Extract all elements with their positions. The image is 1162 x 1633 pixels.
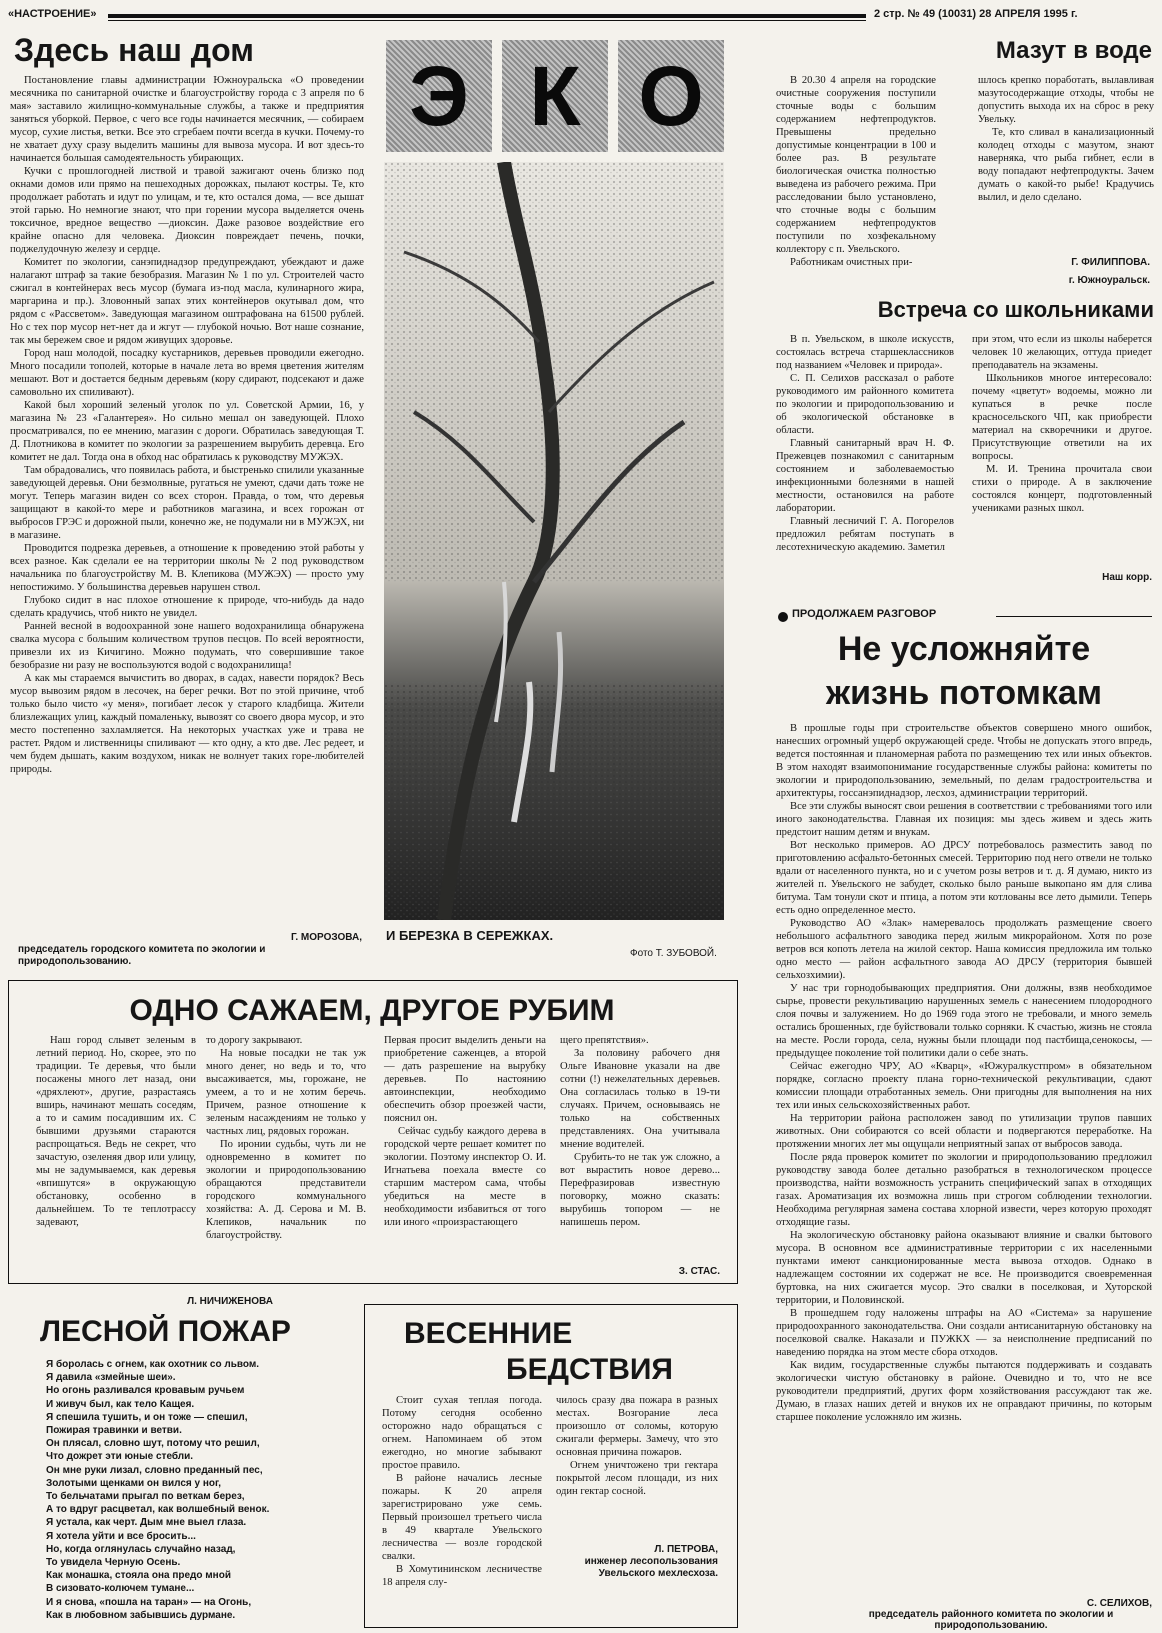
- eko-letter-box: [386, 40, 492, 152]
- poem-line: То увидела Черную Осень.: [46, 1557, 181, 1569]
- article-paragraph: Ранней весной в водоохранной зоне нашего водохранилища обнаружена свалка мусора с большим количеством трупов песцов. По всей вероятности, привезли их из Кичигино. Можно подумать, что совершившие такое безобразие ни разу не воспользуются водой с водохранилища!: [10, 621, 364, 671]
- article-odno-col4: [560, 1034, 720, 1229]
- poem-line: Я давила «змейные шеи».: [46, 1372, 176, 1384]
- article-paragraph: Какой был хороший зеленый уголок по ул. Советской Армии, 16, у магазина № 23 «Галантерея». Но сильно мешал он заведующей. Плохо просматривался, по ее мнению, магазин с дороги. Обратилась заведующая Т. Д. Плотникова в комитет по экологии за разрешением вырубить деревца. Его комитет не дал. Тогда она в обход нас обратилась к руководству МУЖЭХ.: [10, 400, 364, 463]
- article-paragraph: Стоит сухая теплая погода. Потому сегодня особенно осторожно надо обращаться с огнем. Напоминаем об этом ежегодно, но многие забывают простое правило.: [382, 1395, 542, 1471]
- article-pozhar-title: ЛЕСНОЙ ПОЖАР: [40, 1315, 291, 1348]
- article-potomki-body: [776, 722, 1152, 1424]
- birch-photo: [384, 162, 724, 920]
- poem-line: Золотыми щенками он вился у ног,: [46, 1477, 222, 1489]
- article-paragraph: Огнем уничтожено три гектара покрытой лесом площади, из них один гектар сосной.: [556, 1460, 718, 1497]
- article-paragraph: Все эти службы выносят свои решения в соответствии с требованиями того или иного законодательства. Главная их позиция: мы здесь живем и здесь жить предстоит нашим детям и внукам.: [776, 801, 1152, 838]
- photo-caption: И БЕРЕЗКА В СЕРЕЖКАХ.: [386, 928, 554, 943]
- issue-info: 2 стр. № 49 (10031) 28 АПРЕЛЯ 1995 г.: [874, 8, 1078, 20]
- poem-line: Я хотела уйти и все бросить...: [46, 1530, 196, 1542]
- article-paragraph: Срубить-то не так уж сложно, а вот вырастить новое дерево... Перефразировав известную поговорку, можно сказать: вырубишь топором — не напишешь пером.: [560, 1152, 720, 1228]
- article-paragraph: шлось крепко поработать, вылавливая мазутосодержащие отходы, чтобы не допустить выхода их на сброс в реку Увельку.: [978, 75, 1154, 125]
- article-paragraph: М. И. Тренина прочитала свои стихи о природе. А в заключение состоялся концерт, подготовленный учениками разных школ.: [972, 464, 1152, 514]
- article-bedstviya-title-1: ВЕСЕННИЕ: [404, 1317, 573, 1350]
- poem-line: А то вдруг расцветал, как волшебный венок.: [46, 1504, 270, 1516]
- article-vstrecha-col2: [972, 333, 1152, 515]
- article-bedstviya-col2: [556, 1394, 718, 1498]
- article-paragraph: Глубоко сидит в нас плохое отношение к природе, что-нибудь да надо сделать крадучись, чтоб никто не увидел.: [10, 595, 364, 619]
- article-paragraph: А как мы стараемся вычистить во дворах, в садах, навести порядок? Весь мусор вывозим рядом в лесочек, на берег речки. Вот по этой причине, чтоб только было чисто «у меня», погибает лесок у старого кладбища. Жители близлежащих улиц, каждый помаленьку, вывозят со своего двора мусор, и это место постепенно захламляется. На некоторых участках уже и трава не растет. Рядом и лиственницы спиливают — кто одну, а кто две. Лес редеет, и чем будем дышать, каким воздухом, никак не волнует таких горе-любителей природы.: [10, 673, 364, 775]
- article-paragraph: Город наш молодой, посадку кустарников, деревьев проводили ежегодно. Много посадили тополей, которые в начале лета во время цветения жителям мешают. Вот и достается бедным деревьям (кору сдирают, подсекают и даже самовольно их спиливают).: [10, 348, 364, 398]
- masthead-rule-thin: [108, 20, 866, 21]
- article-vstrecha-signature: Наш корр.: [1102, 572, 1152, 583]
- article-mazut-col2: [978, 74, 1154, 204]
- article-mazut-place: г. Южноуральск.: [1068, 275, 1150, 286]
- article-paragraph: чилось сразу два пожара в разных местах. Возгорание леса произошло от соломы, которую сжигали фермеры. Замечу, что это основная причина пожаров.: [556, 1395, 718, 1458]
- article-mazut-signature: Г. ФИЛИППОВА.: [1071, 257, 1150, 268]
- article-paragraph: Комитет по экологии, санэпиднадзор предупреждают, убеждают и даже налагают штраф за такие безобразия. Магазин № 1 по ул. Строителей часто сжигал в контейнерах весь мусор (бумага из-под масла, кулинарного жира, маргарина и пр.). Зловонный запах этих контейнеров окутывал дом, что рядом с «Рассветом». Заведующая магазином оштрафована на 61500 рублей. Но с тех пор мусор нет-нет да и жгут — глубокой ночью. Вот наше сознание, так мы бережем свое и рядом живущих здоровье.: [10, 257, 364, 346]
- article-paragraph: Сейчас ежегодно ЧРУ, АО «Кварц», «Южуралкустпром» в обязательном порядке, согласно проекту плана горно-технической рекультивации, сдают комиссии площади отработанных земель. Они пригодны для выполнения на них тех или иных сельскохозяйственных работ.: [776, 1061, 1152, 1111]
- birch-photo-image: [384, 162, 724, 920]
- article-paragraph: Проводится подрезка деревьев, а отношение к проведению этой работы у всех разное. Как сделали ее на территории школы № 2 под руководством начальника по благоустройству М. В. Клепикова (МУЖЭХ) — просто уму непостижимо. У большинства деревьев нарушен ствол.: [10, 543, 364, 593]
- article-odno-col1: [36, 1034, 196, 1229]
- article-dom-signature: Г. МОРОЗОВА,: [290, 932, 362, 943]
- article-bedstviya-signature: Л. ПЕТРОВА,: [654, 1544, 718, 1555]
- article-dom-body: [10, 74, 364, 776]
- article-paragraph: Работникам очистных при-: [790, 257, 913, 268]
- article-paragraph: Главный лесничий Г. А. Погорелов предложил ребятам поступать в лесотехническую академию. Заметил: [776, 516, 954, 553]
- article-paragraph: Сейчас судьбу каждого дерева в городской черте решает комитет по экологии. Поэтому инспектор О. И. Игнатьева поехала вместе со старшим мастером сама, чтобы убедиться на месте в необходимости избавиться от того или иного «произрастающего: [384, 1126, 546, 1228]
- article-paragraph: В прошлые годы при строительстве объектов совершено много ошибок, нанесших огромный ущерб окружающей среде. Чтобы не допускать этого впредь, ведется постоянная и планомерная работа по размещению тех или иных объектов. В этом находят взаимопонимание государственные службы района: комитеты по экологии и природопользованию, земельный, по делам градостроительства и архитектуры, госсанэпиднадзор, лесхоз, администрации территорий.: [776, 723, 1152, 799]
- article-paragraph: Постановление главы администрации Южноуральска «О проведении месячника по санитарной очистке и благоустройству города с 3 апреля по 6 мая» заставило жилищно-коммунальные службы, а также и предприятия заняться уборкой. Первое, с чего все годы начинается месячник, — собираем мусор, сухие листья, ветки. Все это сгребаем почти всегда в кучки. Почему-то не хватает духу сразу выделить машины для вывоза мусора. И вот здесь-то начинается большая самодеятельность убирающих.: [10, 75, 364, 164]
- article-mazut-title: Мазут в воде: [995, 37, 1152, 64]
- article-bedstviya-signature-role: инженер лесопользования Увельского мехлесхоза.: [584, 1556, 718, 1579]
- poem-line: В сизовато-колючем тумане...: [46, 1583, 195, 1595]
- article-paragraph: Кучки с прошлогодней листвой и травой зажигают очень близко под окнами домов или прямо на пешеходных дорожках, пылают костры. Те, кто продолжает работать и идут по улицам, и те, кто остался дома, — все дышат этой гарью. Но немногие знают, что при горении мусора выделяется очень токсичное, вредное вещество —диоксин. Даже разовое воздействие его крайне опасно для человека. Диоксин повреждает печень, почки, поджелудочную железу и сердце.: [10, 166, 364, 255]
- article-dom-signature-role: председатель городского комитета по экологии и природопользованию.: [18, 944, 266, 967]
- poem-line: Он плясал, словно шут, потому что решил,: [46, 1438, 260, 1450]
- poem-line: Как монашка, стояла она предо мной: [46, 1570, 231, 1582]
- article-paragraph: щего препятствия».: [560, 1035, 649, 1046]
- article-odno-col3: [384, 1034, 546, 1229]
- poem-line: Я боролась с огнем, как охотник со львом.: [46, 1359, 260, 1370]
- article-pozhar-author: Л. НИЧИЖЕНОВА: [187, 1296, 273, 1307]
- article-paragraph: Главный санитарный врач Н. Ф. Прежевцев познакомил с санитарным состоянием и заболеваемостью инфекционными болезнями в нашей местности, остановился на работе лаборатории.: [776, 438, 954, 514]
- poem-line: То бельчатами прыгал по веткам берез,: [46, 1491, 245, 1503]
- article-paragraph: Те, кто сливал в канализационный колодец отходы с мазутом, знают наверняка, что рыба гибнет, если в воду попадают нефтепродукты. Зачем думать о какой-то рыбе! Крадучись вылил, и дело сделано.: [978, 127, 1154, 203]
- article-paragraph: при этом, что если из школы наберется человек 10 желающих, оттуда приедет преподаватель на экзамены.: [972, 334, 1152, 371]
- rubric-bullet: [778, 612, 788, 622]
- article-odno-col2: [206, 1034, 366, 1242]
- eko-letter: О: [638, 49, 704, 143]
- article-vstrecha-col1: [776, 333, 954, 554]
- article-potomki-title-1: Не усложняйте: [837, 630, 1091, 668]
- article-paragraph: У нас три горнодобывающих предприятия. Они должны, взяв необходимое сырье, провести рекультивацию нарушенных земель с нанесением плодородного слоя почвы и залужением. Но до 1969 года этого не требовали, и много земель остались брошенных, где буйствовали только сорняки. К счастью, жизнь не стояла на месте. Росли города, села, нужны были площади под пастбища,сенокосы, — предыдущее поколение той политики дали о себе знать.: [776, 983, 1152, 1059]
- article-paragraph: Школьников многое интересовало: почему «цветут» водоемы, можно ли купаться в речке после красносельского ЧП, как приобрести материал на скворечники и другое. Присутствующие ответили на их вопросы.: [972, 373, 1152, 462]
- rubric-rule: [996, 616, 1152, 617]
- article-bedstviya-col1: [382, 1394, 542, 1589]
- masthead-rule: [108, 14, 866, 18]
- article-paragraph: Первая просит выделить деньги на приобретение саженцев, а второй — дать разрешение на вырубку деревьев. По настоянию автоинспекции, необходимо обеспечить обзор проезжей части, пояснил он.: [384, 1035, 546, 1124]
- poem-line: И живуч был, как тело Кащея.: [46, 1398, 195, 1410]
- article-potomki-rubric: ПРОДОЛЖАЕМ РАЗГОВОР: [792, 608, 937, 620]
- article-paragraph: Наш город слывет зеленым в летний период. Но, скорее, это по традиции. Те деревья, что были посажены много лет назад, они «дряхлеют», другие, разрастаясь вширь, начинают мешать соседям, а то и самим посадившим их. С бывшими друзьями стараются распрощаться. Ведь не секрет, что зачастую, озеленяя двор или улицу, мы не задумываемся, как деревья «впишутся» в окружающую обстановку, особенно в дальнейшем. То те теплотрассу задевают,: [36, 1035, 196, 1228]
- article-paragraph: Вот несколько примеров. АО ДРСУ потребовалось разместить завод по приготовлению асфальто-бетонных смесей. Территорию под него отвели не только вдали от населенного пункта, но и с учетом розы ветров и т. д. Я думаю, никто из жителей п. Увельского не забудет, сколько было раньше выкопано ям для слива битума. Там тонули скот и птица, а потом эти котлованы все лето дымили. Теперь есть одно определенное место.: [776, 840, 1152, 916]
- article-vstrecha-title: Встреча со школьниками: [877, 297, 1154, 322]
- poem-line: Пожирая травинки и ветви.: [46, 1425, 182, 1437]
- article-dom-title: Здесь наш дом: [14, 32, 254, 68]
- poem-line: Но огонь разливался кровавым ручьем: [46, 1385, 245, 1397]
- article-paragraph: После ряда проверок комитет по экологии и природопользованию предложил руководству завода более детально разобраться в технологическом процессе производства, найти возможность устранить специфический запах в отходящих газах. Ароматизация их возможна лишь при строгом соблюдении технологии. Необходима регулярная замена состава хлорной извести, через которую проходят отходящие газы.: [776, 1152, 1152, 1228]
- poem-line: Я устала, как черт. Дым мне выел глаза.: [46, 1517, 247, 1529]
- article-paragraph: Как видим, государственные службы пытаются поддерживать и создавать экологически чистую обстановку в районе. Очевидно и то, что не все руководители предприятий, других форм хозяйствования рассуждают так же. Думаю, в глазах наших детей и внуков их не оправдают причины, по которым старшее поколение усложняло им жизнь.: [776, 1360, 1152, 1423]
- eko-letter-box: [618, 40, 724, 152]
- article-potomki-signature-role: председатель районного комитета по экологии и природопользованию.: [868, 1609, 1114, 1631]
- photo-credit: Фото Т. ЗУБОВОЙ.: [630, 948, 717, 959]
- article-potomki-signature: С. СЕЛИХОВ,: [1086, 1598, 1152, 1609]
- poem-line: И я снова, «пошла на таран» — на Огонь,: [46, 1596, 252, 1608]
- eko-letter-box: [502, 40, 608, 152]
- paper-name: «НАСТРОЕНИЕ»: [8, 8, 97, 20]
- article-paragraph: В Хомутининском лесничестве 18 апреля слу-: [382, 1564, 542, 1588]
- article-paragraph: По иронии судьбы, чуть ли не одновременно в комитет по экологии и природопользованию обращаются представители городского коммунального хозяйства: А. Д. Серова и М. В. Клепиков, начальник по благоустройству.: [206, 1139, 366, 1241]
- article-paragraph: На территории района расположен завод по утилизации трупов павших животных. Они собираются со всей области и подвергаются переработке. На протяжении многих лет мы ощущали неприятный запах от выбросов завода.: [776, 1113, 1152, 1150]
- article-paragraph: На экологическую обстановку района оказывают влияние и свалки бытового мусора. В основном все административные территории с их населенными пунктами имеют санкционированные места вывоза отходов. Однако в надлежащем состоянии их содержат не все. Не производится своевременная буртовка, на них сжигается мусор. Это свалки в поселковая, и Хуторской территории, и Половинской.: [776, 1230, 1152, 1306]
- article-paragraph: В прошедшем году наложены штрафы на АО «Система» за нарушение природоохранного законодательства. Они создали антисанитарную обстановку на поселковой свалке. Наказали и ПУЖКХ — за неисполнение предписаний по наведению порядка на этом месте сбора отходов.: [776, 1308, 1152, 1358]
- article-paragraph: Там обрадовались, что появилась работа, и быстренько спилили указанные заведующей деревья. Они безмолвные, ругаться не умеют, сдачи дать тоже не могут. Теперь магазин виден со всех сторон. Правда, о том, что деревья защищают в какой-то мере и работников магазина, и всех горожан от выбросов ГРЭС и дорожной пыли, конечно же, не подумали ни в МУЖЭХ, ни в магазине.: [10, 465, 364, 541]
- article-paragraph: С. П. Селихов рассказал о работе руководимого им районного комитета по экологии и природопользованию и об экологической обстановке в области.: [776, 373, 954, 436]
- article-paragraph: За половину рабочего дня Ольге Ивановне указали на две сотни (!) нежелательных деревьев. Она согласилась только в 19-ти случаях. Причем, основываясь не только на собственных представлениях. Она учитывала мнение водителей.: [560, 1048, 720, 1150]
- article-paragraph: то дорогу закрывают.: [206, 1035, 303, 1046]
- article-paragraph: Руководство АО «Злак» намеревалось продолжать размещение своего небольшого асфальтного заводика перед жилым микрорайоном. Хотя по розе ветров вся копоть летела на жилой сектор. Наша комиссия предложила им только одно место — район асфальтного завода АО ДРСУ (территория бывшей сельхозхимии).: [776, 918, 1152, 981]
- eko-letter: К: [529, 49, 581, 143]
- poem-line: Как в любовном забывшись дурмане.: [46, 1609, 236, 1621]
- article-odno-signature: З. СТАС.: [678, 1266, 720, 1277]
- article-paragraph: В п. Увельском, в школе искусств, состоялась встреча старшеклассников под названием «Человек и природа».: [776, 334, 954, 371]
- poem-line: Он мне руки лизал, словно преданный пес,: [46, 1464, 263, 1476]
- article-pozhar-poem: [46, 1358, 356, 1622]
- article-mazut-col1: [776, 74, 936, 269]
- article-potomki-title-2: жизнь потомкам: [825, 674, 1102, 712]
- article-paragraph: На новые посадки не так уж много денег, но ведь и то, что высаживается, мы, горожане, не умеем, а то и не хотим беречь. Причем, разное отношение к зеленым насаждениям не только у частных лиц, рядовых горожан.: [206, 1048, 366, 1137]
- article-paragraph: В районе начались лесные пожары. К 20 апреля зарегистрировано уже семь. Первый произошел третьего числа в 49 квартале Увельского лесничества — возле городской свалки.: [382, 1473, 542, 1562]
- article-bedstviya-title-2: БЕДСТВИЯ: [506, 1353, 673, 1386]
- poem-line: Но, когда оглянулась случайно назад,: [46, 1543, 236, 1555]
- eko-letter: Э: [409, 49, 469, 143]
- poem-line: Я спешила тушить, и он тоже — спешил,: [46, 1411, 248, 1423]
- poem-line: Что дожрет эти юные стебли.: [46, 1451, 194, 1463]
- article-odno-title: ОДНО САЖАЕМ, ДРУГОЕ РУБИМ: [129, 994, 615, 1027]
- article-paragraph: В 20.30 4 апреля на городские очистные сооружения поступили сточные воды с большим содержанием нефтепродуктов. Превышены предельно допустимые концентрации в 100 и более раз. В результате биологическая очистка полностью выведена из рабочего режима. При расследовании было установлено, что сточные воды с большим содержанием нефтепродуктов поступили по хозфекальному коллектору с п. Увельского.: [776, 75, 936, 255]
